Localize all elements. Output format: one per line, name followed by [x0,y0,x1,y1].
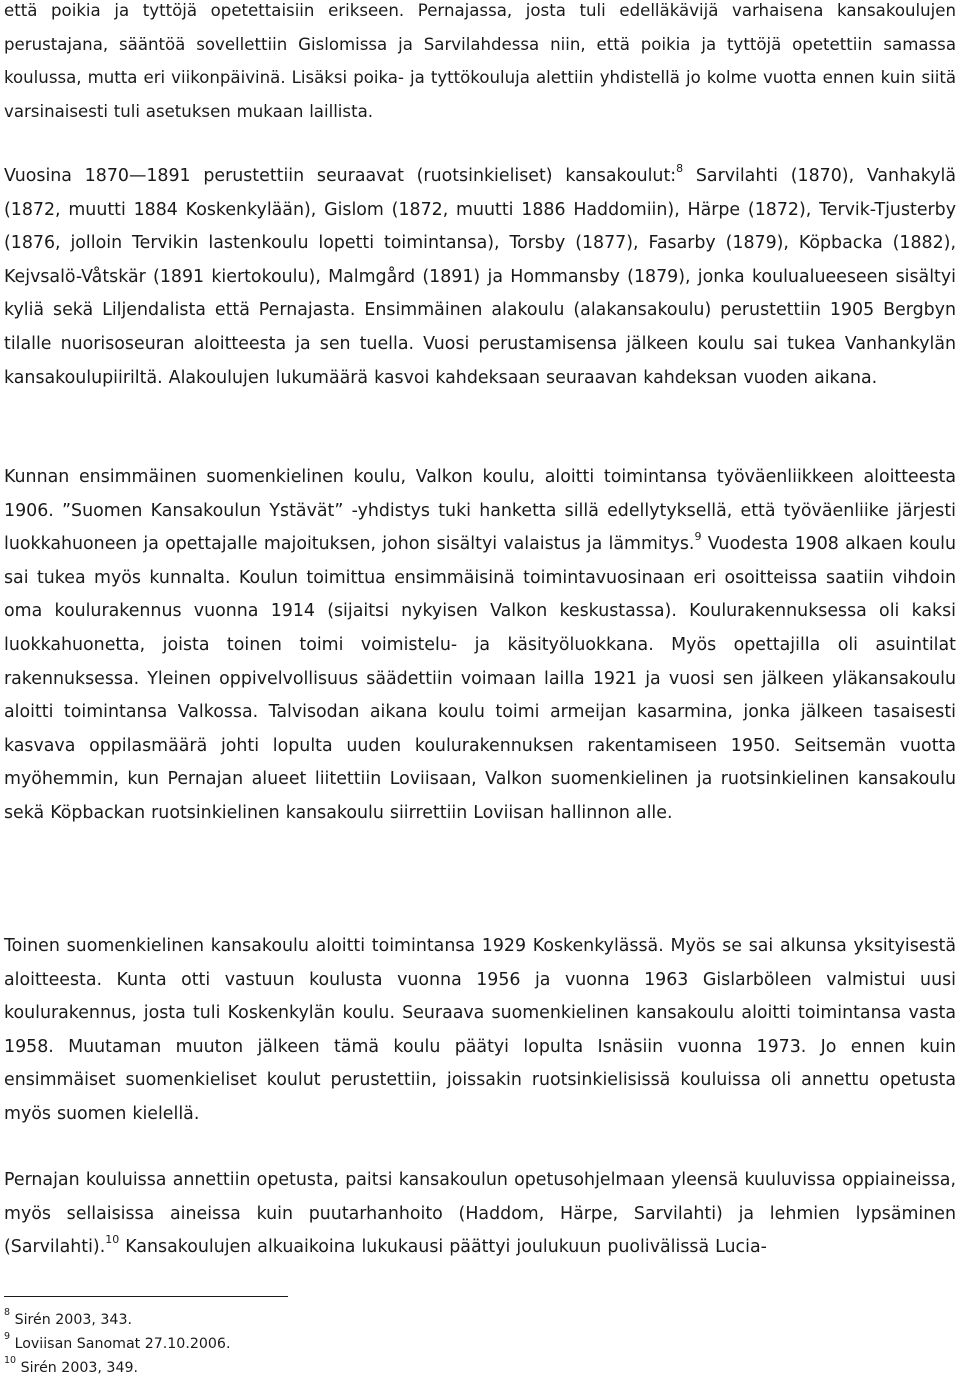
paragraph-3-text-start: Kunnan ensimmäinen suomenkielinen koulu, Valkon koulu, aloitti toimintansa työväenliikkeen aloitteesta 1906. ”Suomen Kansakoulun Ystävät” -yhdistys tuki hanketta sillä edellytyksellä, että työväenliike järjesti luokkahuoneen ja opettajalle majoituksen, johon sisältyi valaistus ja lämmitys. [4,467,956,555]
paragraph-3-text-end: Vuodesta 1908 alkaen koulu sai tukea myös kunnalta. Koulun toimittua ensimmäisinä toimintavuosinaan eri osoitteissa saatiin vihdoin oma koulurakennus vuonna 1914 (sijaitsi nykyisen Valkon keskustassa). Koulurakennuksessa oli kaksi luokkahuonetta, joista toinen toimi voimistelu- ja käsityöluokkana. Myös opettajilla oli asuintilat rakennuksessa. Yleinen oppivelvollisuus säädettiin voimaan lailla 1921 ja vuosi sen jälkeen yläkansakoulu aloitti toimintansa Valkossa. Talvisodan aikana koulu toimi armeijan kasarmina, jonka jälkeen tasaisesti kasvava oppilasmäärä johti lopulta uuden koulurakennuksen rakentamiseen 1950. Seitsemän vuotta myöhemmin, kun Pernajan alueet liitettiin Loviisaan, Valkon suomenkielinen ja ruotsinkielinen kansakoulu sekä Köpbackan ruotsinkielinen kansakoulu siirrettiin Loviisan hallinnon alle. [4,534,956,823]
paragraph-2-text-start: Vuosina 1870—1891 perustettiin seuraavat (ruotsinkieliset) kansakoulut: [4,166,677,186]
paragraph-5-text-start: Pernajan kouluissa annettiin opetusta, paitsi kansakoulun opetusohjelmaan yleensä kuuluvissa oppiaineissa, myös sellaisissa aineissa kuin puutarhanhoito (Haddom, Härpe, Sarvilahti) ja lehmien lypsäminen (Sarvilahti). [4,1170,956,1258]
footnote-9 [4,1332,230,1356]
paragraph-4: Toinen suomenkielinen kansakoulu aloitti toimintansa 1929 Koskenkylässä. Myös se sai alkunsa yksityisestä aloitteesta. Kunta otti vastuun koulusta vuonna 1956 ja vuonna 1963 Gislarböleen valmistui uusi koulurakennus, josta tuli Koskenkylän koulu. Seuraava suomenkielinen kansakoulu aloitti toimintansa vasta 1958. Muutaman muuton jälkeen tämä koulu päätyi lopulta Isnäsiin vuonna 1973. Jo ennen kuin ensimmäiset suomenkieliset koulut perustettiin, joissakin ruotsinkielisissä kouluissa oli annettu opetusta myös suomen kielellä. [4,936,956,1124]
paragraph-2 [4,160,956,395]
footnotes [4,1308,230,1380]
footnote-ref-9[interactable]: 9 [694,530,702,544]
footnote-text: Sirén 2003, 349. [20,1360,139,1376]
footnote-ref-8[interactable]: 8 [676,162,684,176]
footnote-8 [4,1308,230,1332]
footnote-text: Loviisan Sanomat 27.10.2006. [14,1336,231,1352]
footnote-number: 9 [4,1331,11,1343]
paragraph-3 [4,461,956,831]
footnote-separator [4,1296,288,1297]
footnote-text: Sirén 2003, 343. [14,1312,132,1328]
paragraph-2-text-end: Sarvilahti (1870), Vanhakylä (1872, muutti 1884 Koskenkylään), Gislom (1872, muutti 1886 Haddomiin), Härpe (1872), Tervik-Tjusterby (1876, jolloin Tervikin lastenkoulu lopetti toimintansa), Torsby (1877), Fasarby (1879), Köpbacka (1882), Kejvsalö-Våtskär (1891 kiertokoulu), Malmgård (1891) ja Hommansby (1879), jonka koulualueeseen sisältyi kyliä sekä Liljendalista että Pernajasta. Ensimmäinen alakoulu (alakansakoulu) perustettiin 1905 Bergbyn tilalle nuorisoseuran aloitteesta ja sen tuella. Vuosi perustamisensa jälkeen koulu sai tukea Vanhankylän kansakoulupiiriltä. Alakoulujen lukumäärä kasvoi kahdeksaan seuraavan kahdeksan vuoden aikana. [4,166,956,388]
footnote-number: 10 [4,1355,17,1367]
footnote-ref-10[interactable]: 10 [105,1233,120,1247]
paragraph-1: että poikia ja tyttöjä opetettaisiin erikseen. Pernajassa, josta tuli edelläkävijä varhaisena kansakoulujen perustajana, sääntöä sovellettiin Gislomissa ja Sarvilahdessa niin, että poikia ja tyttöjä opetettiin samassa koulussa, mutta eri viikonpäivinä. Lisäksi poika- ja tyttökouluja alettiin yhdistellä jo kolme vuotta ennen kuin siitä varsinaisesti tuli asetuksen mukaan laillista. [4,1,956,121]
footnote-number: 8 [4,1307,11,1319]
footnote-10 [4,1356,230,1380]
paragraph-5 [4,1164,956,1265]
paragraph-5-text-end: Kansakoulujen alkuaikoina lukukausi päättyi joulukuun puolivälissä Lucia- [119,1237,767,1258]
